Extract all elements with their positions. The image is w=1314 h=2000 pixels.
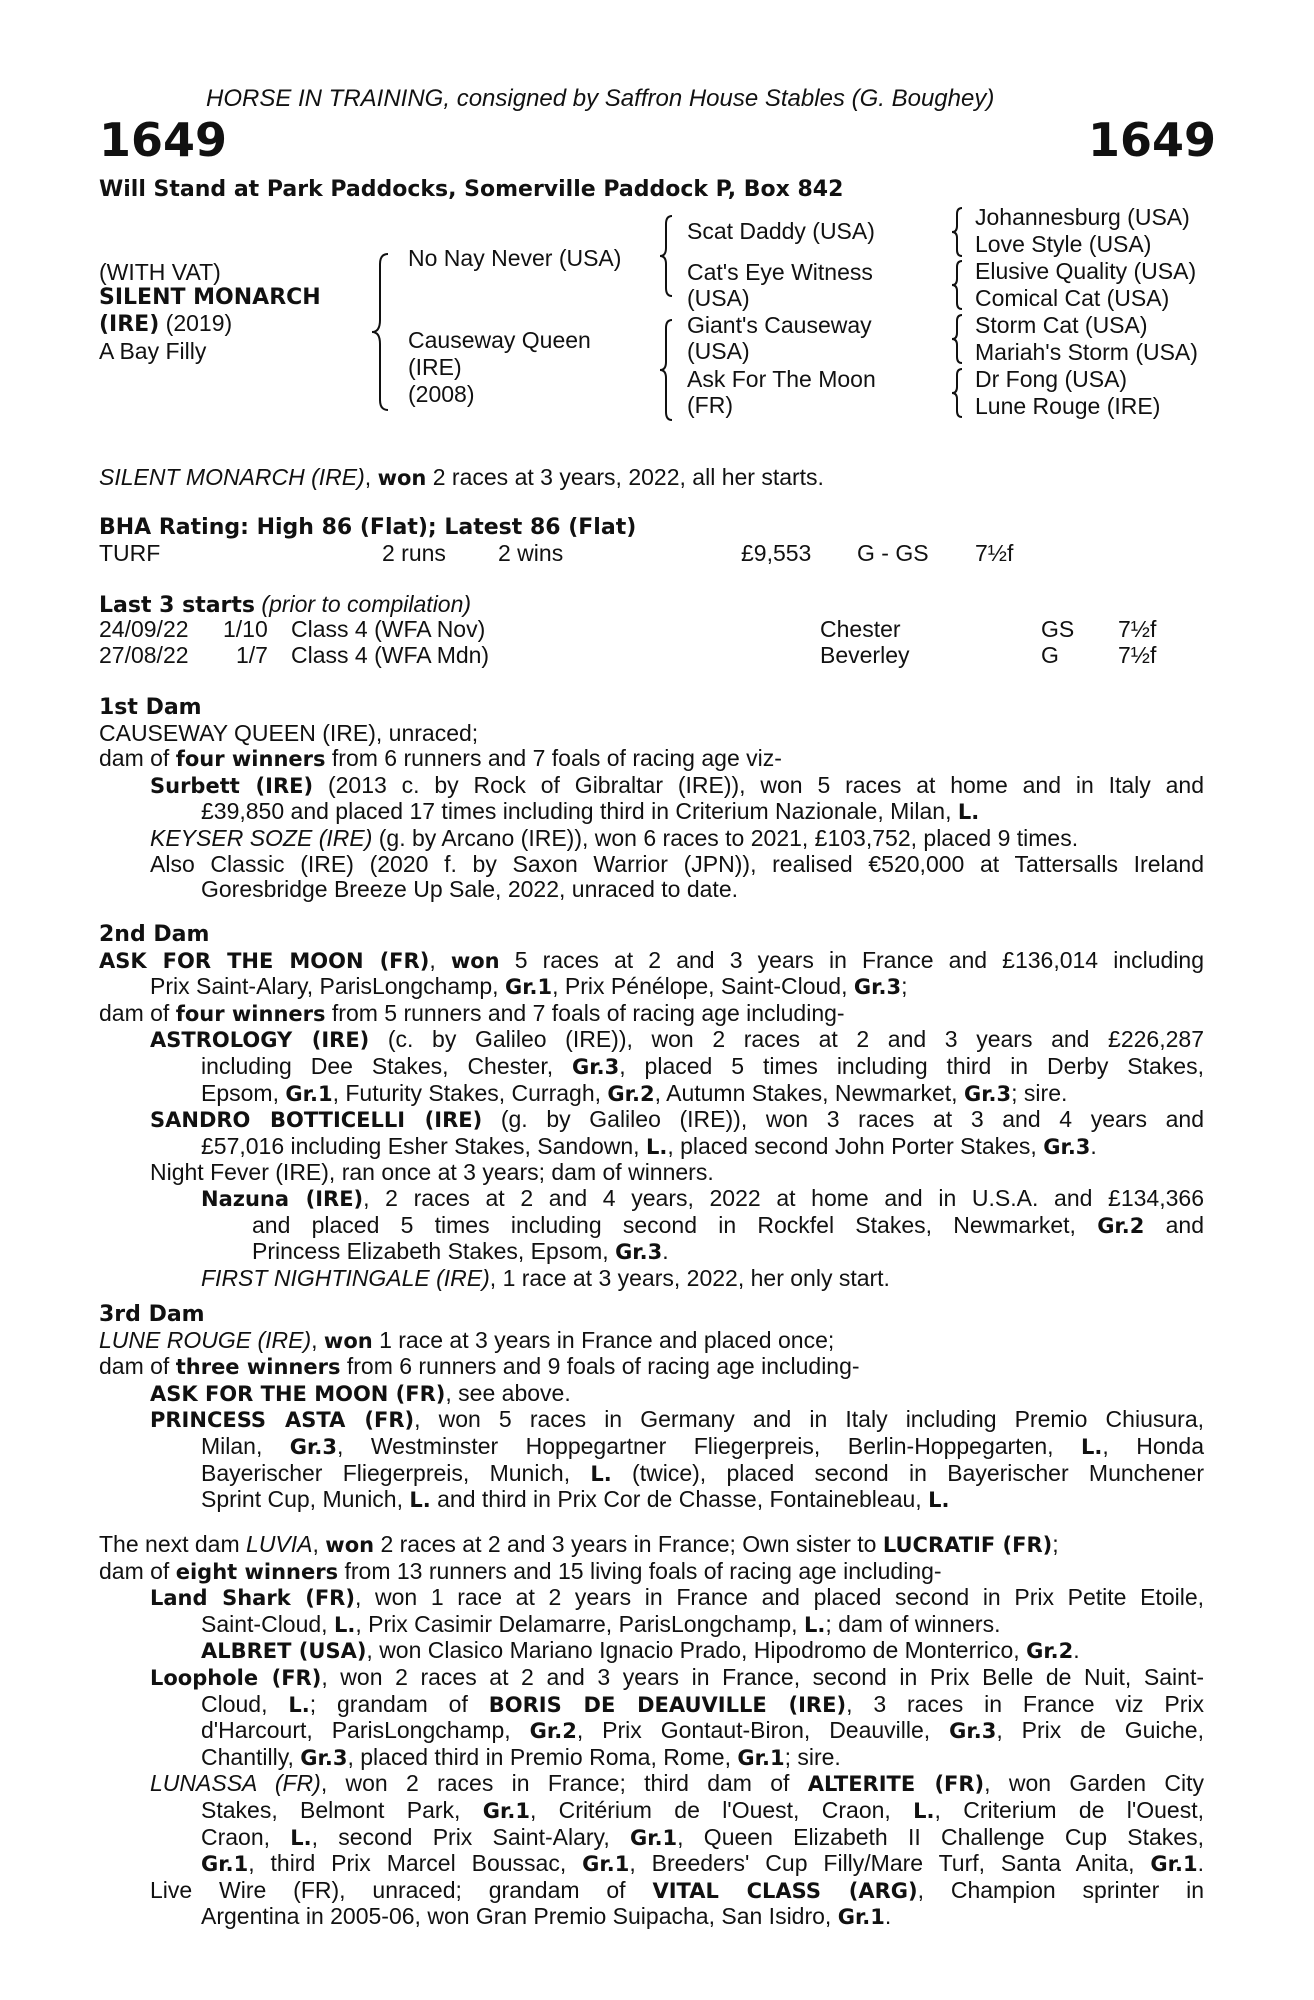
pedigree-sdd: Comical Cat (USA) [975, 285, 1170, 311]
start-class: Class 4 (WFA Mdn) [291, 642, 490, 668]
pedigree-sire-dam: Cat's Eye Witness (USA) [687, 259, 873, 311]
produce-land-shark: Land Shark (FR), won 1 race at 2 years in France and placed second in Prix Petite Etoile, [150, 1584, 1205, 1611]
produce-princess-asta-cont: Bayerischer Fliegerpreis, Munich, L. (twice), placed second in Bayerischer Munchener [201, 1459, 1204, 1486]
second-dam-record: ASK FOR THE MOON (FR), won 5 races at 2 and 3 years in France and £136,014 including [99, 946, 1204, 973]
start-position: 1/7 [236, 642, 268, 668]
race-summary: SILENT MONARCH (IRE), won 2 races at 3 years, 2022, all her starts. [99, 464, 824, 490]
produce-astrology-cont: Epsom, Gr.1, Futurity Stakes, Curragh, Gr.2, Autumn Stakes, Newmarket, Gr.3; sire. [201, 1079, 1068, 1106]
horse-name: SILENT MONARCH [99, 285, 321, 310]
third-dam-record: LUNE ROUGE (IRE), won 1 race at 3 years in France and placed once; [99, 1326, 835, 1353]
last-starts-heading: Last 3 starts (prior to compilation) [99, 591, 472, 618]
produce-loophole-cont: Cloud, L.; grandam of BORIS DE DEAUVILLE (IRE), 3 races in France viz Prix [201, 1690, 1205, 1717]
second-dam-record-cont: Prix Saint-Alary, ParisLongchamp, Gr.1, Prix Pénélope, Saint-Cloud, Gr.3; [150, 973, 908, 1000]
rating-distance: 7½f [975, 540, 1014, 566]
first-dam-name: CAUSEWAY QUEEN (IRE), unraced; [99, 719, 479, 746]
pedigree-sire: No Nay Never (USA) [408, 245, 622, 271]
produce-loophole: Loophole (FR), won 2 races at 2 and 3 years in France, second in Prix Belle de Nuit, Saint- [150, 1663, 1204, 1690]
start-date: 24/09/22 [99, 616, 189, 642]
produce-princess-asta-cont: Sprint Cup, Munich, L. and third in Prix Cor de Chasse, Fontainebleau, L. [201, 1486, 950, 1513]
start-date: 27/08/22 [99, 642, 189, 668]
start-distance: 7½f [1118, 642, 1157, 668]
produce-live-wire: Live Wire (FR), unraced; grandam of VITAL CLASS (ARG), Champion sprinter in [150, 1876, 1204, 1903]
start-course: Beverley [820, 642, 910, 668]
stand-location: Will Stand at Park Paddocks, Somerville Paddock P, Box 842 [99, 177, 844, 202]
lot-number-left: 1649 [99, 113, 228, 167]
pedigree-dam-sire: Giant's Causeway (USA) [687, 312, 872, 364]
vat-note: (WITH VAT) [99, 259, 221, 285]
produce-classic-cont: Goresbridge Breeze Up Sale, 2022, unraced to date. [201, 876, 739, 903]
produce-lunassa-cont: Stakes, Belmont Park, Gr.1, Critérium de l'Ouest, Craon, L., Criterium de l'Ouest, [201, 1796, 1204, 1823]
rating-wins: 2 wins [498, 540, 564, 566]
produce-sandro-botticelli-cont: £57,016 including Esher Stakes, Sandown, L., placed second John Porter Stakes, Gr.3. [201, 1132, 1097, 1159]
pedigree-dsd: Mariah's Storm (USA) [975, 339, 1198, 365]
horse-description: A Bay Filly [99, 338, 207, 364]
second-dam-produce-summary: dam of four winners from 5 runners and 7 foals of racing age including- [99, 999, 845, 1026]
second-dam-section [99, 922, 1204, 1291]
produce-nazuna: Nazuna (IRE), 2 races at 2 and 4 years, 2022 at home and in U.S.A. and £134,366 [201, 1184, 1204, 1211]
produce-keyser-soze: KEYSER SOZE (IRE) (g. by Arcano (IRE)), won 6 races to 2021, £103,752, placed 9 times. [150, 824, 1079, 851]
bha-rating: BHA Rating: High 86 (Flat); Latest 86 (Flat) [99, 515, 637, 540]
pedigree-sss: Johannesburg (USA) [975, 204, 1190, 230]
pedigree-sds: Elusive Quality (USA) [975, 258, 1197, 284]
sire-brace [658, 214, 676, 298]
horse-name-country-year: (IRE) (2019) [99, 310, 233, 337]
pedigree-dds: Dr Fong (USA) [975, 366, 1128, 392]
produce-surbett-cont: £39,850 and placed 17 times including third in Criterium Nazionale, Milan, L. [201, 798, 980, 825]
produce-princess-asta-cont: Milan, Gr.3, Westminster Hoppegartner Fliegerpreis, Berlin-Hoppegarten, L., Honda [201, 1432, 1204, 1459]
pedigree-sire-sire: Scat Daddy (USA) [687, 218, 875, 244]
produce-albret: ALBRET (USA), won Clasico Mariano Ignacio Prado, Hipodromo de Monterrico, Gr.2. [201, 1637, 1080, 1664]
produce-classic: Also Classic (IRE) (2020 f. by Saxon Warrior (JPN)), realised €520,000 at Tattersalls Ireland [150, 850, 1204, 877]
produce-princess-asta: PRINCESS ASTA (FR), won 5 races in Germany and in Italy including Premio Chiusura, [150, 1406, 1204, 1433]
third-dam-heading: 3rd Dam [99, 1302, 205, 1327]
next-dam-section [99, 1532, 1204, 1931]
produce-nazuna-cont: and placed 5 times including second in Rockfel Stakes, Newmarket, Gr.2 and [252, 1211, 1204, 1238]
start-going: G [1041, 642, 1059, 668]
next-dam-record: The next dam LUVIA, won 2 races at 2 and 3 years in France; Own sister to LUCRATIF (FR); [99, 1531, 1059, 1557]
first-dam-produce-summary: dam of four winners from 6 runners and 7 foals of racing age viz- [99, 745, 782, 772]
start-row [99, 643, 1209, 669]
pedigree-ssd: Love Style (USA) [975, 231, 1152, 257]
rating-runs: 2 runs [382, 540, 446, 566]
produce-nazuna-cont: Princess Elizabeth Stakes, Epsom, Gr.3. [252, 1238, 669, 1265]
second-dam-heading: 2nd Dam [99, 922, 210, 947]
next-dam-produce-summary: dam of eight winners from 13 runners and 15 living foals of racing age including- [99, 1557, 942, 1584]
pedigree-ddd: Lune Rouge (IRE) [975, 393, 1161, 419]
consignment-line: HORSE IN TRAINING, consigned by Saffron House Stables (G. Boughey) [206, 85, 995, 112]
pedigree-dam-dam: Ask For The Moon (FR) [687, 366, 876, 418]
produce-lunassa-cont: Gr.1, third Prix Marcel Boussac, Gr.1, Breeders' Cup Filly/Mare Turf, Santa Anita, Gr.1. [201, 1850, 1204, 1877]
ds-brace [950, 313, 964, 365]
produce-live-wire-cont: Argentina in 2005-06, won Gran Premio Suipacha, San Isidro, Gr.1. [201, 1903, 892, 1930]
pedigree-dss: Storm Cat (USA) [975, 312, 1148, 338]
rating-prize: £9,553 [741, 540, 812, 566]
produce-astrology-cont: including Dee Stakes, Chester, Gr.3, placed 5 times including third in Derby Stakes, [201, 1052, 1204, 1079]
produce-loophole-cont: Chantilly, Gr.3, placed third in Premio Roma, Rome, Gr.1; sire. [201, 1743, 841, 1770]
produce-lunassa-cont: Craon, L., second Prix Saint-Alary, Gr.1, Queen Elizabeth II Challenge Cup Stakes, [201, 1823, 1204, 1850]
first-dam-heading: 1st Dam [99, 695, 202, 720]
produce-loophole-cont: d'Harcourt, ParisLongchamp, Gr.2, Prix Gontaut-Biron, Deauville, Gr.3, Prix de Guiche, [201, 1717, 1204, 1744]
start-course: Chester [820, 616, 901, 642]
produce-night-fever: Night Fever (IRE), ran once at 3 years; dam of winners. [150, 1159, 714, 1186]
dd-brace [950, 367, 964, 419]
produce-astrology: ASTROLOGY (IRE) (c. by Galileo (IRE)), won 2 races at 2 and 3 years and £226,287 [150, 1026, 1204, 1053]
produce-first-nightingale: FIRST NIGHTINGALE (IRE), 1 race at 3 years, 2022, her only start. [201, 1264, 890, 1291]
produce-sandro-botticelli: SANDRO BOTTICELLI (IRE) (g. by Galileo (IRE)), won 3 races at 3 and 4 years and [150, 1106, 1204, 1133]
ss-brace [950, 206, 964, 258]
produce-ask-for-the-moon: ASK FOR THE MOON (FR), see above. [150, 1379, 571, 1406]
start-class: Class 4 (WFA Nov) [291, 616, 486, 642]
third-dam-produce-summary: dam of three winners from 6 runners and 9 foals of racing age including- [99, 1353, 860, 1380]
produce-surbett: Surbett (IRE) (2013 c. by Rock of Gibraltar (IRE)), won 5 races at home and in Italy and [150, 771, 1204, 798]
sd-brace [950, 259, 964, 311]
produce-land-shark-cont: Saint-Cloud, L., Prix Casimir Delamarre, ParisLongchamp, L.; dam of winners. [201, 1610, 1001, 1637]
dam-brace [658, 318, 676, 422]
start-going: GS [1041, 616, 1075, 642]
first-dam-section [99, 695, 1204, 903]
produce-lunassa: LUNASSA (FR), won 2 races in France; third dam of ALTERITE (FR), won Garden City [150, 1770, 1204, 1797]
rating-going: G - GS [857, 540, 929, 566]
start-row [99, 617, 1209, 643]
rating-surface: TURF [99, 540, 161, 566]
lot-number-right: 1649 [1088, 113, 1217, 167]
pedigree-dam: Causeway Queen (IRE) (2008) [408, 327, 591, 407]
start-position: 1/10 [223, 616, 268, 642]
pedigree-main-brace [370, 252, 394, 412]
third-dam-section [99, 1302, 1204, 1514]
start-distance: 7½f [1118, 616, 1157, 642]
